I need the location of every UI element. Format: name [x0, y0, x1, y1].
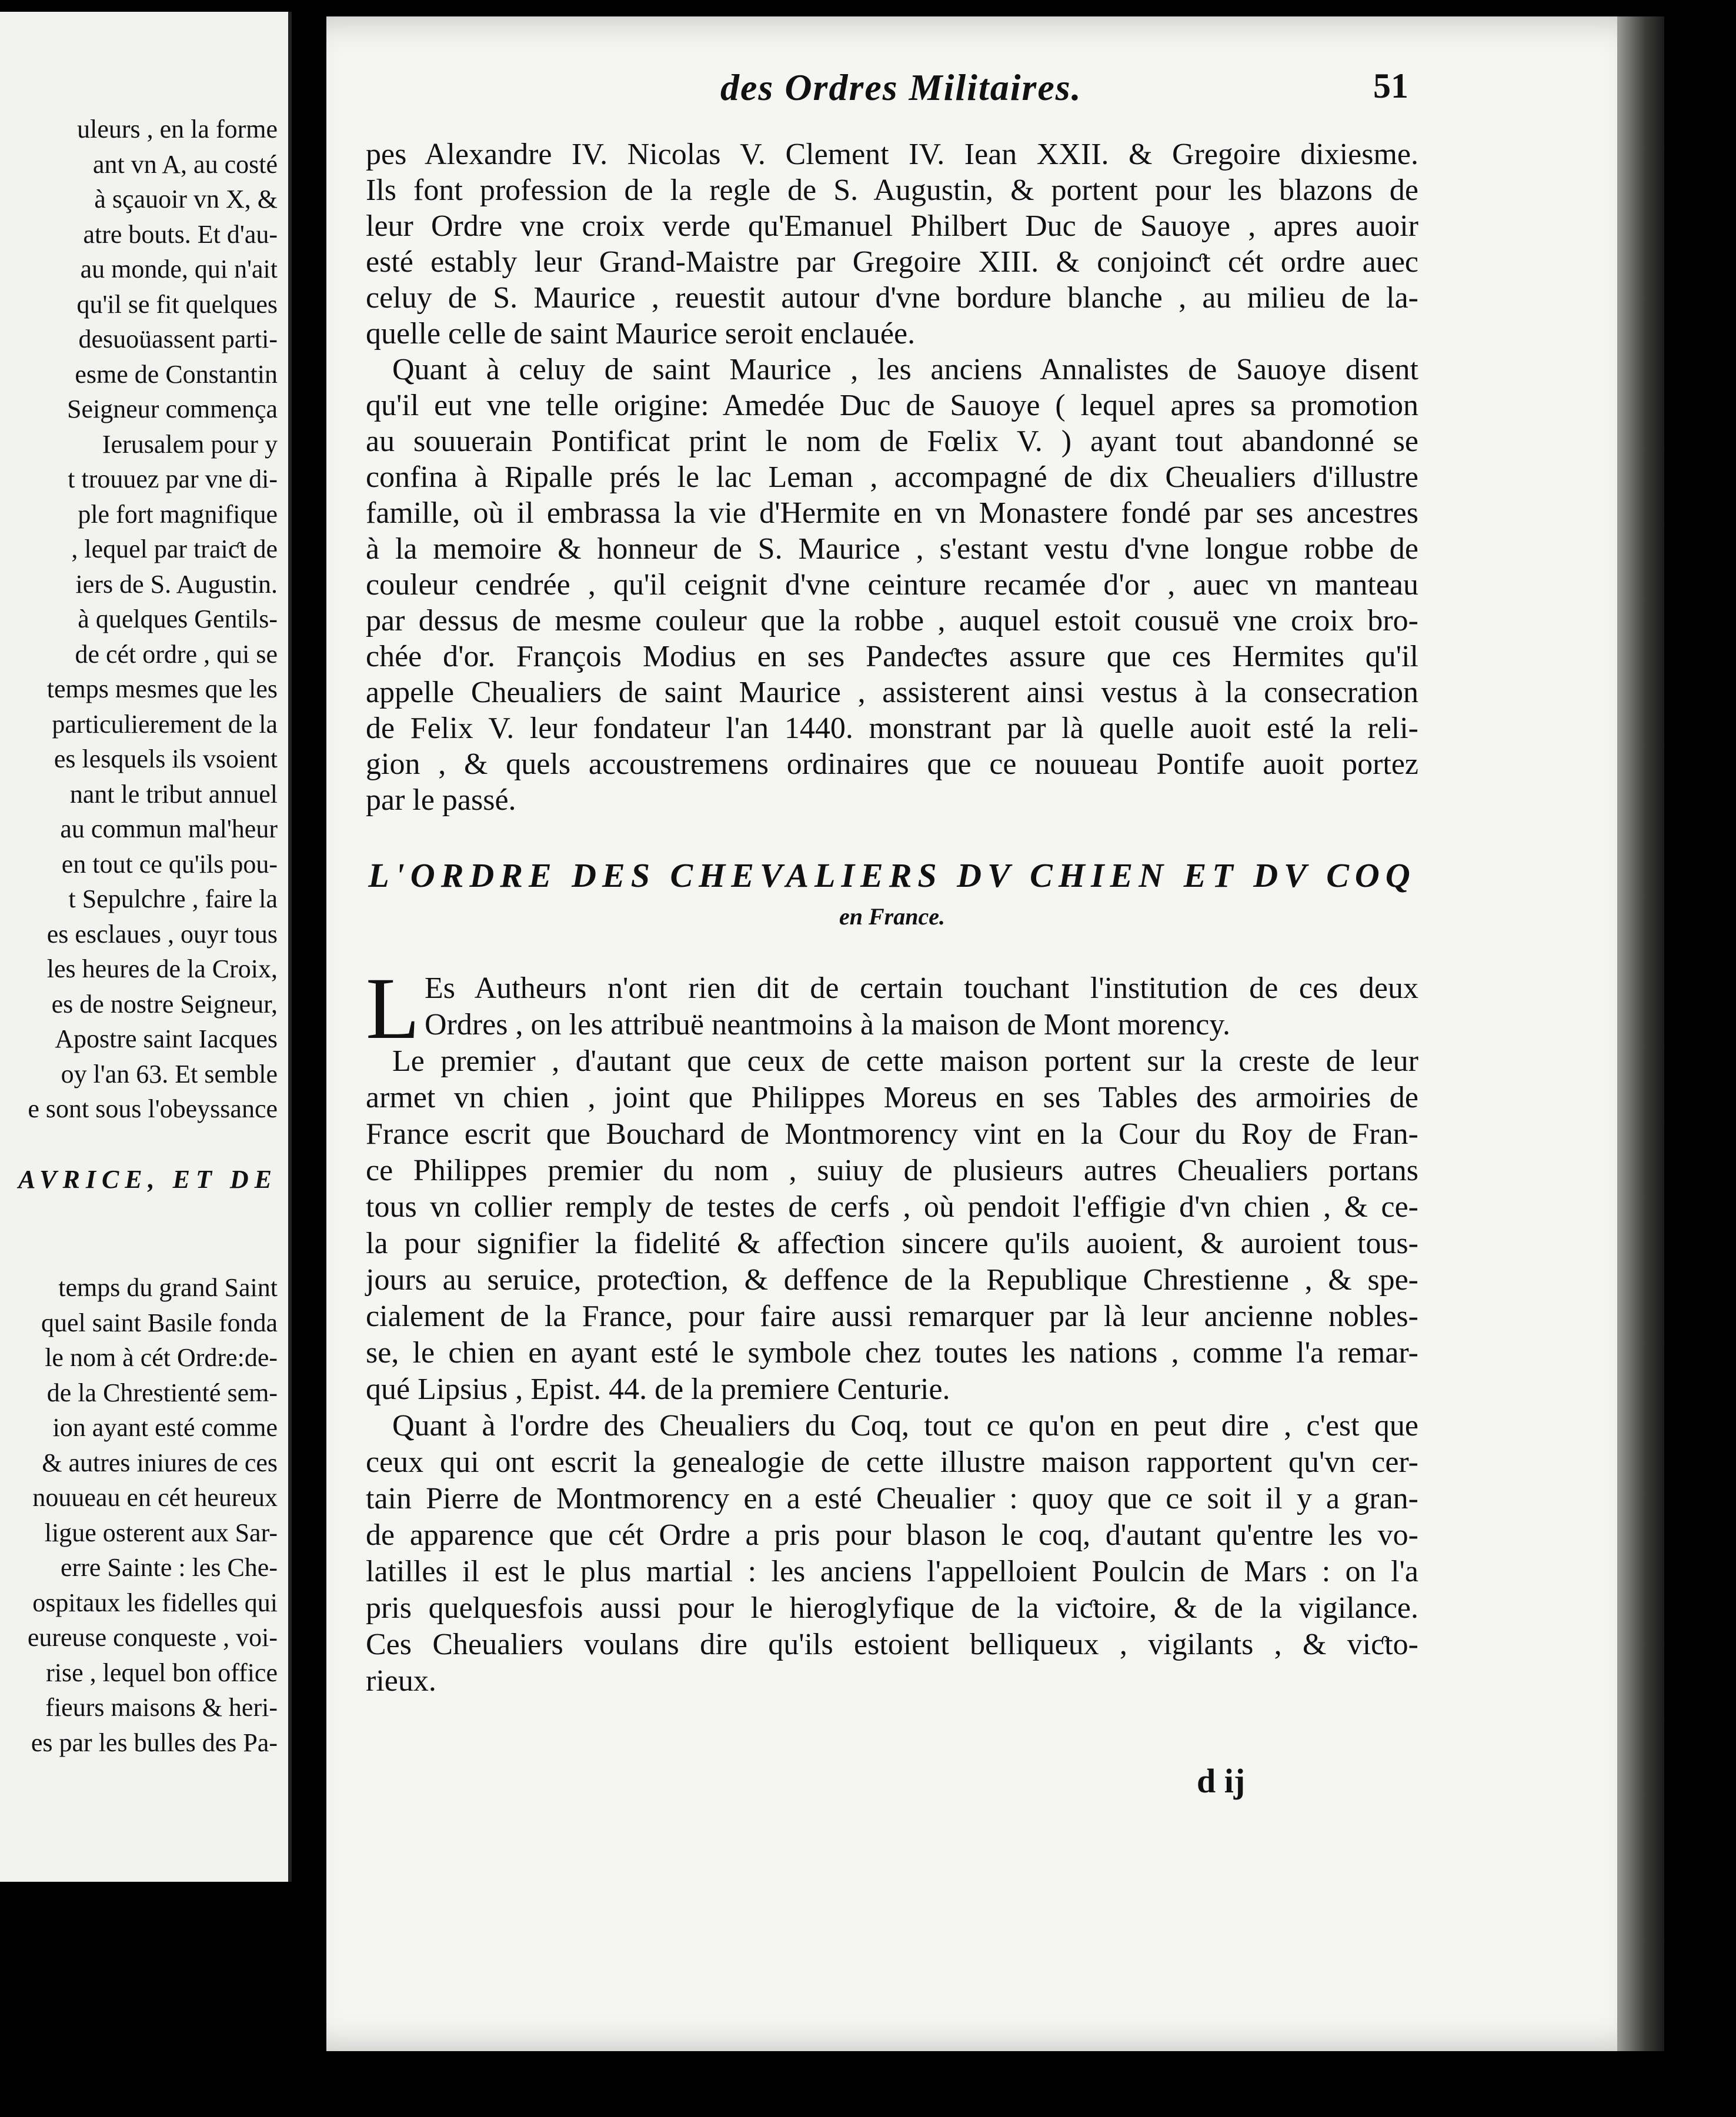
paragraph-4 — [366, 1043, 1418, 1408]
left-page-line: es esclaues , ouyr tous — [46, 919, 278, 949]
left-page-line: à sçauoir vn X, & — [94, 185, 278, 213]
drop-cap: L — [366, 960, 420, 1057]
left-page-line: les heures de la Croix, — [46, 954, 278, 983]
text-line: au souuerain Pontificat print le nom de Fœlix V. ) ayant tout abandonné se — [366, 425, 1418, 458]
text-line: par le passé. — [366, 783, 516, 817]
left-page-line: uleurs , en la forme — [77, 115, 278, 143]
left-page-line: le nom à cét Ordre:de- — [45, 1343, 278, 1372]
left-page-line: ion ayant esté comme — [52, 1413, 278, 1442]
body-text-lower — [366, 960, 1418, 1699]
text-line: latilles il est le plus martial : les anciens l'appelloient Poulcin de Mars : on l'a — [366, 1555, 1418, 1588]
left-page-line: es de nostre Seigneur, — [51, 989, 278, 1019]
text-line: Ils font profession de la regle de S. Augustin, & portent pour les blazons de — [366, 173, 1418, 207]
left-page-line: ant vn A, au costé — [92, 149, 278, 179]
text-line: Quant à l'ordre des Cheualiers du Coq, tout ce qu'on en peut dire , c'est que — [392, 1409, 1418, 1443]
text-line: celuy de S. Maurice , reuestit autour d'vne bordure blanche , au milieu de la- — [366, 281, 1418, 315]
left-page-line: nant le tribut annuel — [69, 779, 278, 809]
left-page-line: particulierement de la — [52, 709, 278, 739]
text-line: pes Alexandre IV. Nicolas V. Clement IV. Iean XXII. & Gregoire dixiesme. — [366, 138, 1418, 171]
left-page-line: au monde, qui n'ait — [80, 255, 278, 283]
page-number: 51 — [1373, 66, 1408, 105]
left-page-line: rise , lequel bon office — [46, 1658, 278, 1687]
text-line: ceux qui ont escrit la genealogie de cette illustre maison rapportent qu'vn cer- — [366, 1445, 1418, 1479]
paragraph-1 — [366, 136, 1418, 352]
left-page-line: t Sepulchre , faire la — [68, 884, 278, 913]
text-line: cialement de la France, pour faire aussi remarquer par là leur ancienne nobles- — [366, 1300, 1418, 1333]
left-page-line: desuoüassent parti- — [78, 325, 278, 353]
text-line: la pour signifier la fidelité & affeƈtion sincere qu'ils auoient, & auroient tous- — [366, 1227, 1418, 1260]
left-page-line: à quelques Gentils- — [78, 605, 278, 633]
text-line: pris quelquesfois aussi pour le hieroglyfique de la viƈtoire, & de la vigilance. — [366, 1591, 1418, 1625]
left-page-line: temps du grand Saint — [58, 1273, 278, 1302]
text-line: qué Lipsius , Epist. 44. de la premiere Centurie. — [366, 1373, 950, 1406]
page-edge-shadow — [1617, 16, 1664, 2051]
left-page-line: erre Sainte : les Che- — [61, 1553, 278, 1582]
text-line: de Felix V. leur fondateur l'an 1440. monstrant par là quelle auoit esté la reli- — [366, 712, 1418, 745]
text-line: couleur cendrée , qu'il ceignit d'vne ceinture recamée d'or , auec vn manteau — [366, 568, 1418, 602]
text-line: quelle celle de saint Maurice seroit enclauée. — [366, 317, 916, 350]
left-page-line: t trouuez par vne di- — [68, 465, 278, 493]
paragraph-2 — [366, 352, 1418, 818]
paragraph-3 — [366, 970, 1418, 1043]
left-page-line: ligue osterent aux Sar- — [44, 1518, 278, 1547]
text-line: famille, où il embrassa la vie d'Hermite en vn Monastere fondé par ses ancestres — [366, 496, 1418, 530]
left-page-line: es par les bulles des Pa- — [31, 1728, 278, 1757]
left-page-line: iers de S. Augustin. — [75, 569, 278, 599]
text-line: armet vn chien , joint que Philippes Moreus en ses Tables des armoiries de — [366, 1081, 1418, 1114]
left-page-line: , lequel par traiƈt de — [71, 535, 278, 563]
running-head: des Ordres Militaires. — [720, 66, 1082, 108]
text-line: Ordres , on les attribuë neantmoins à la maison de Mont morency. — [425, 1008, 1230, 1041]
left-page-line: fieurs maisons & heri- — [45, 1693, 278, 1722]
text-line: qu'il eut vne telle origine: Amedée Duc de Sauoye ( lequel apres sa promotion — [366, 389, 1418, 422]
left-page-line: de la Chrestienté sem- — [46, 1378, 278, 1407]
left-page-line: nouueau en cét heureux — [32, 1483, 278, 1512]
text-line: chée d'or. François Modius en ses Pandeƈtes assure que ces Hermites qu'il — [366, 640, 1418, 673]
left-page-text-bottom — [0, 1270, 278, 1760]
left-facing-page — [0, 12, 292, 1882]
text-line: ce Philippes premier du nom , suiuy de plusieurs autres Cheualiers portans — [366, 1154, 1418, 1187]
left-page-line: eureuse conqueste , voi- — [27, 1623, 278, 1652]
text-line: Es Autheurs n'ont rien dit de certain touchant l'institution de ces deux — [425, 971, 1418, 1005]
left-page-line: qu'il se fit quelques — [76, 289, 278, 319]
text-line: Quant à celuy de saint Maurice , les anciens Annalistes de Sauoye disent — [392, 353, 1418, 386]
paragraph-5 — [366, 1408, 1418, 1699]
left-page-line: esme de Constantin — [75, 359, 278, 389]
left-page-heading: AVRICE, ET DE — [18, 1164, 278, 1194]
text-line: confina à Ripalle prés le lac Leman , accompagné de dix Cheualiers d'illustre — [366, 460, 1418, 494]
left-page-line: Seigneur commença — [67, 395, 278, 423]
signature-mark: d ij — [1197, 1762, 1246, 1800]
left-page-line: Apostre saint Iacques — [55, 1024, 278, 1053]
text-line: se, le chien en ayant esté le symbole chez toutes les nations , comme l'a remar- — [366, 1336, 1418, 1370]
left-page-line: es lesquels ils vsoient — [54, 744, 278, 773]
text-line: Ces Cheualiers voulans dire qu'ils estoient belliqueux , vigilants , & viƈto- — [366, 1628, 1418, 1661]
left-page-line: de cét ordre , qui se — [75, 639, 278, 669]
left-page-line: en tout ce qu'ils pou- — [61, 849, 278, 879]
body-text-upper — [366, 136, 1418, 818]
left-page-line: quel saint Basile fonda — [41, 1308, 278, 1337]
left-page-text-top — [0, 112, 278, 1232]
left-page-line: & autres iniures de ces — [42, 1448, 278, 1477]
section-subtitle: en France. — [839, 903, 945, 930]
text-line: tain Pierre de Montmorency en a esté Cheualier : quoy que ce soit il y a gran- — [366, 1482, 1418, 1515]
text-line: rieux. — [366, 1664, 436, 1698]
text-line: jours au seruice, proteƈtion, & deffence de la Republique Chrestienne , & spe- — [366, 1263, 1418, 1297]
left-page-line: ospitaux les fidelles qui — [32, 1588, 278, 1617]
text-line: par dessus de mesme couleur que la robbe , auquel estoit cousuë vne croix bro- — [366, 604, 1418, 637]
left-page-line: atre bouts. Et d'au- — [83, 219, 278, 249]
text-line: tous vn collier remply de testes de cerfs , où pendoit l'effigie d'vn chien , & ce- — [366, 1190, 1418, 1224]
text-line: France escrit que Bouchard de Montmorency vint en la Cour du Roy de Fran- — [366, 1117, 1418, 1151]
text-line: leur Ordre vne croix verde qu'Emanuel Philbert Duc de Sauoye , apres auoir — [366, 209, 1418, 243]
text-line: Le premier , d'autant que ceux de cette maison portent sur la creste de leur — [392, 1044, 1418, 1078]
text-line: gion , & quels accoustremens ordinaires que ce nouueau Pontife auoit portez — [366, 747, 1418, 781]
text-line: appelle Cheualiers de saint Maurice , assisterent ainsi vestus à la consecration — [366, 676, 1418, 709]
left-page-line: e sont sous l'obeyssance — [28, 1094, 278, 1123]
left-page-line: ple fort magnifique — [78, 499, 278, 529]
left-page-line: au commun mal'heur — [60, 814, 278, 843]
section-title: L'ORDRE DES CHEVALIERS DV CHIEN ET DV COQ — [368, 856, 1416, 894]
left-page-line: Ierusalem pour y — [102, 429, 278, 459]
text-line: esté estably leur Grand-Maistre par Gregoire XIII. & conjoinƈt cét ordre auec — [366, 245, 1418, 279]
text-line: à la memoire & honneur de S. Maurice , s'estant vestu d'vne longue robbe de — [366, 532, 1418, 566]
left-page-line: temps mesmes que les — [46, 674, 278, 703]
text-line: de apparence que cét Ordre a pris pour blason le coq, d'autant qu'entre les vo- — [366, 1518, 1418, 1552]
left-page-line: oy l'an 63. Et semble — [61, 1059, 278, 1088]
